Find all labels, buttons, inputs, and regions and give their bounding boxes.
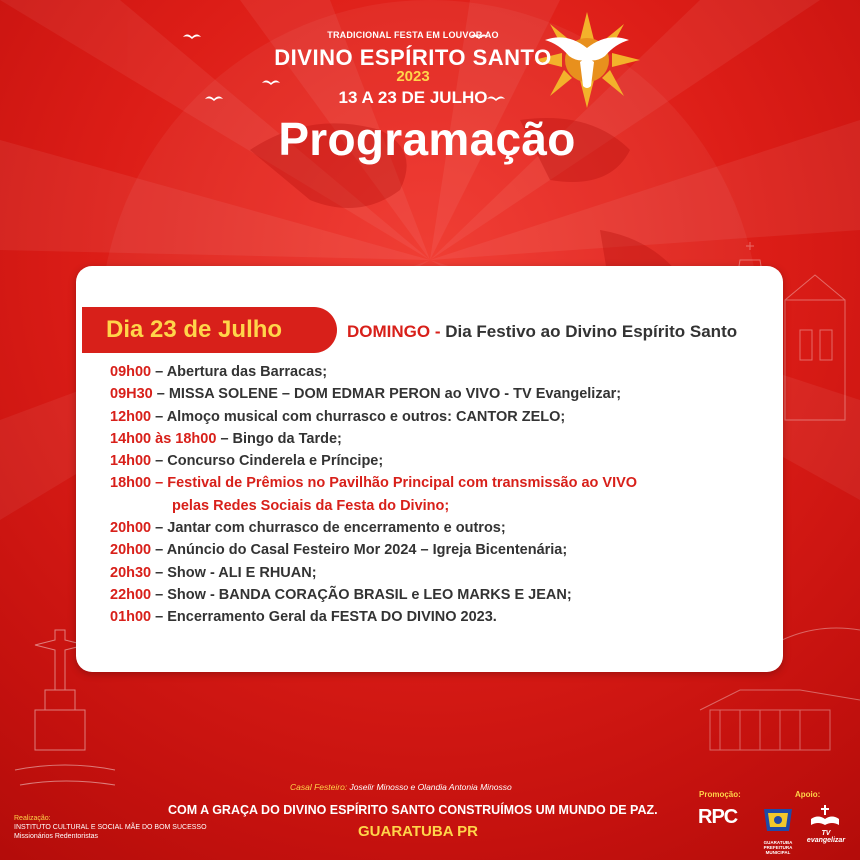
apoio-label: Apoio: <box>795 790 821 799</box>
rpc-logo: RPC <box>698 806 738 828</box>
item-time: 20h30 <box>110 564 152 581</box>
tv-evangelizar-logo-icon <box>805 803 845 829</box>
item-text: pelas Redes Sociais da Festa do Divino; <box>172 497 450 514</box>
guaratuba-logo-text <box>758 840 798 855</box>
item-text: – Abertura das Barracas; <box>155 364 328 380</box>
item-time: 09H30 <box>110 386 153 403</box>
item-time: 01h00 <box>110 609 152 626</box>
item-time: 14h00 às 18h00 <box>110 430 217 447</box>
item-time: 14h00 <box>110 453 152 470</box>
list-item <box>110 428 770 450</box>
item-text: – MISSA SOLENE – DOM EDMAR PERON ao VIVO - TV Evangelizar; <box>156 386 622 403</box>
event-dates: 13 A 23 DE JULHO <box>338 88 488 107</box>
day-theme: Dia Festivo ao Divino Espírito Santo <box>445 322 738 341</box>
list-item <box>110 495 770 517</box>
list-item <box>110 383 770 405</box>
tagline: TRADICIONAL FESTA EM LOUVOR AO <box>327 30 499 40</box>
item-text: – Concurso Cinderela e Príncipe; <box>155 453 384 470</box>
item-time: 09h00 <box>110 364 152 380</box>
item-text: – Festival de Prêmios no Pavilhão Principal com transmissão ao VIVO <box>155 475 638 492</box>
item-text: – Show - ALI E RHUAN; <box>155 564 317 581</box>
event-title: DIVINO ESPÍRITO SANTO <box>274 45 552 70</box>
item-text: – Jantar com churrasco de encerramento e outros; <box>155 520 506 537</box>
slogan: COM A GRAÇA DO DIVINO ESPÍRITO SANTO CONSTRUÍMOS UM MUNDO DE PAZ. <box>168 803 658 817</box>
list-item <box>110 450 770 472</box>
list-item <box>110 562 770 584</box>
item-time: 20h00 <box>110 520 152 537</box>
casal-names: Joselir Minosso e Olandia Antonia Minosso <box>349 782 512 792</box>
event-year: 2023 <box>396 68 430 85</box>
item-text: – Encerramento Geral da FESTA DO DIVINO 2023. <box>155 609 497 626</box>
realizacao-sub: Missionários Redentoristas <box>14 833 99 840</box>
tv-evangelizar-text: TV evangelizar <box>806 830 846 844</box>
day-description <box>347 322 737 342</box>
item-text: – Show - BANDA CORAÇÃO BRASIL e LEO MARKS E JEAN; <box>155 586 572 603</box>
guaratuba-name: GUARATUBA <box>763 840 793 845</box>
day-label: Dia 23 de Julho <box>82 307 337 353</box>
city-name: GUARATUBA PR <box>358 823 478 840</box>
list-item <box>110 539 770 561</box>
realizacao-block <box>14 814 207 841</box>
item-text: – Anúncio do Casal Festeiro Mor 2024 – Igreja Bicentenária; <box>155 542 568 559</box>
page-title: Programação <box>278 113 576 165</box>
item-time: 12h00 <box>110 408 152 425</box>
item-text: – Bingo da Tarde; <box>220 430 342 447</box>
schedule-list <box>110 361 770 629</box>
list-item <box>110 517 770 539</box>
item-time: 18h00 <box>110 475 152 492</box>
day-weekday: DOMINGO - <box>347 322 441 341</box>
list-item <box>110 606 770 628</box>
guaratuba-sub: PREFEITURA MUNICIPAL <box>763 845 793 855</box>
list-item <box>110 406 770 428</box>
guaratuba-logo-icon <box>760 803 796 837</box>
list-item <box>110 361 770 383</box>
realizacao-org: INSTITUTO CULTURAL E SOCIAL MÃE DO BOM SUCESSO <box>14 824 207 831</box>
realizacao-label: Realização: <box>14 815 51 822</box>
item-time: 22h00 <box>110 586 152 603</box>
list-item <box>110 584 770 606</box>
list-item <box>110 472 770 494</box>
item-time: 20h00 <box>110 542 152 559</box>
item-text: – Almoço musical com churrasco e outros: CANTOR ZELO; <box>155 408 566 425</box>
promocao-label: Promoção: <box>699 790 741 799</box>
casal-label: Casal Festeiro: <box>290 782 348 792</box>
casal-festeiro <box>290 782 512 792</box>
